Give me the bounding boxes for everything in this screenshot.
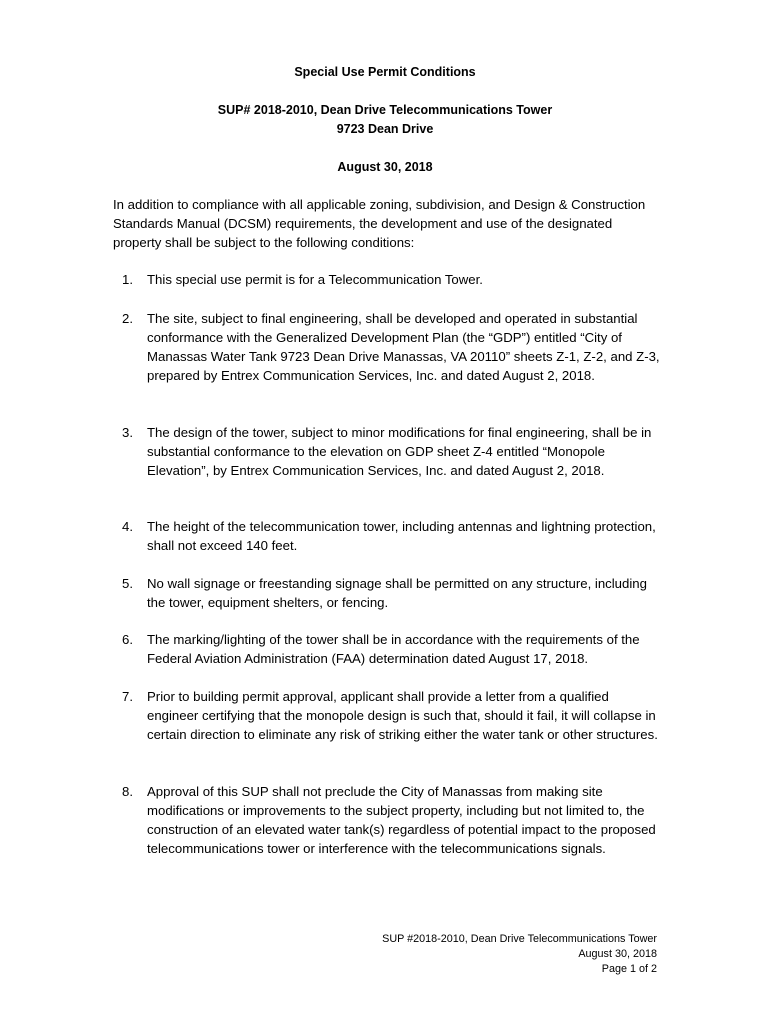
condition-number: 7. bbox=[122, 689, 133, 704]
condition-number: 3. bbox=[122, 425, 133, 440]
sup-reference: SUP# 2018-2010, Dean Drive Telecommunications Tower bbox=[217, 103, 553, 117]
condition-text: Approval of this SUP shall not preclude the City of Manassas from making site modifications or improvements to the subject property, including but not limited to, the construction of an elevated water tank(s) regardless of potential impact to the proposed telecommunications tower or interference with the telecommunications signals. bbox=[147, 784, 656, 856]
page-footer bbox=[382, 932, 657, 977]
condition-item bbox=[122, 630, 662, 668]
condition-text: This special use permit is for a Telecommunication Tower. bbox=[147, 272, 483, 287]
condition-item bbox=[122, 423, 662, 480]
condition-number: 6. bbox=[122, 632, 133, 647]
condition-number: 2. bbox=[122, 311, 133, 326]
condition-number: 4. bbox=[122, 519, 133, 534]
condition-item bbox=[122, 309, 662, 385]
condition-number: 8. bbox=[122, 784, 133, 799]
condition-text: The design of the tower, subject to minor modifications for final engineering, shall be in substantial conformance to the elevation on GDP sheet Z-4 entitled “Monopole Elevation”, by Entrex Communication Services, Inc. and dated August 2, 2018. bbox=[147, 425, 652, 478]
site-address: 9723 Dean Drive bbox=[336, 122, 434, 136]
condition-item bbox=[122, 517, 662, 555]
condition-item bbox=[122, 574, 662, 612]
footer-date: August 30, 2018 bbox=[578, 948, 657, 960]
condition-number: 5. bbox=[122, 576, 133, 591]
condition-text: Prior to building permit approval, applicant shall provide a letter from a qualified engineer certifying that the monopole design is such that, should it fail, it will collapse in certain direction to eliminate any risk of striking either the water tank or other structures. bbox=[147, 689, 658, 742]
condition-item bbox=[122, 687, 662, 744]
condition-text: The height of the telecommunication tower, including antennas and lightning protection, shall not exceed 140 feet. bbox=[147, 519, 656, 553]
document-date: August 30, 2018 bbox=[337, 160, 433, 174]
condition-text: The site, subject to final engineering, shall be developed and operated in substantial conformance with the Generalized Development Plan (the “GDP”) entitled “City of Manassas Water Tank 9723 Dean Drive Manassas, VA 20110” sheets Z-1, Z-2, and Z-3, prepared by Entrex Communication Services, Inc. and dated August 2, 2018. bbox=[147, 311, 660, 383]
footer-reference: SUP #2018-2010, Dean Drive Telecommunications Tower bbox=[382, 933, 657, 945]
condition-item bbox=[122, 270, 662, 289]
page-number: Page 1 of 2 bbox=[601, 963, 657, 975]
condition-text: The marking/lighting of the tower shall be in accordance with the requirements of the Federal Aviation Administration (FAA) determination dated August 17, 2018. bbox=[147, 632, 640, 666]
condition-text: No wall signage or freestanding signage shall be permitted on any structure, including the tower, equipment shelters, or fencing. bbox=[147, 576, 647, 610]
condition-number: 1. bbox=[122, 272, 133, 287]
condition-item bbox=[122, 782, 662, 858]
document-title: Special Use Permit Conditions bbox=[294, 65, 476, 79]
intro-paragraph: In addition to compliance with all applicable zoning, subdivision, and Design & Construction Standards Manual (DCSM) requirements, the development and use of the designated property shall be subject to the following conditions: bbox=[113, 197, 646, 250]
